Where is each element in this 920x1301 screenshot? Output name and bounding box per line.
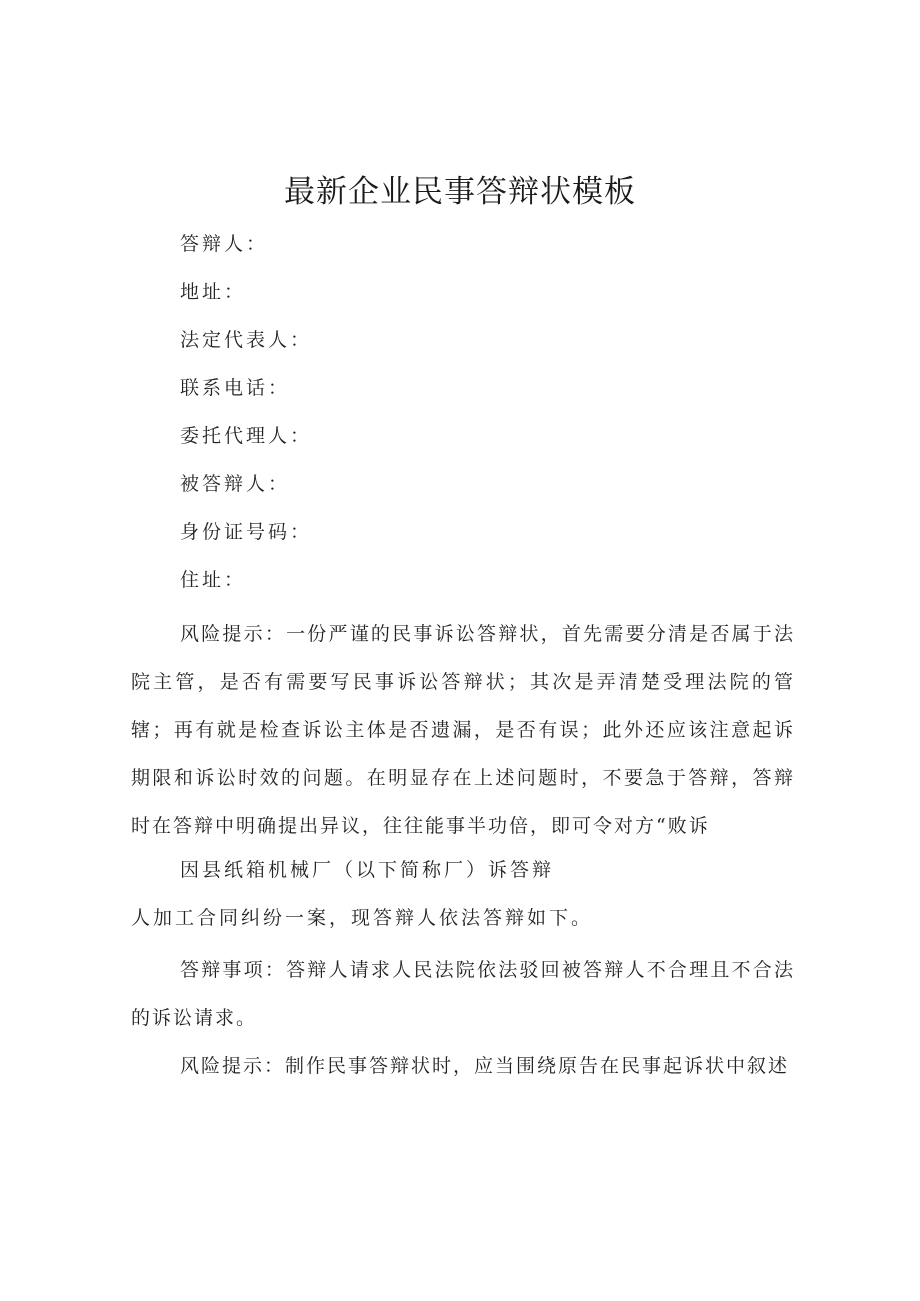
field-legal-representative: 法定代表人：	[180, 329, 313, 351]
field-agent: 委托代理人：	[180, 425, 313, 447]
field-plaintiff: 被答辩人：	[180, 473, 291, 495]
risk-note-paragraph: 风险提示：一份严谨的民事诉讼答辩状，首先需要分清是否属于法院主管，是否有需要写民事诉讼答辩状；其次是弄清楚受理法院的管辖；再有就是检查诉讼主体是否遗漏，是否有误；此外还应该注意起诉期限和诉讼时效的问题。在明显存在上述问题时，不要急于答辩，答辩时在答辩中明确提出异议，往往能事半功倍，即可令对方“败诉	[131, 623, 795, 837]
case-line-2: 人加工合同纠纷一案，现答辩人依法答辩如下。	[131, 907, 594, 929]
case-line-1: 因县纸箱机械厂（以下简称厂）诉答辩	[180, 859, 555, 881]
field-id-number: 身份证号码：	[180, 521, 313, 543]
field-contact-phone: 联系电话：	[180, 377, 291, 399]
field-address: 地址：	[180, 281, 247, 303]
field-respondent: 答辩人：	[180, 233, 269, 255]
answer-items-paragraph: 答辩事项：答辩人请求人民法院依法驳回被答辩人不合理且不合法的诉讼请求。	[131, 959, 795, 1029]
document-title: 最新企业民事答辩状模板	[284, 174, 636, 210]
risk-note-2-paragraph: 风险提示：制作民事答辩状时，应当围绕原告在民事起诉状中叙述	[180, 1055, 790, 1077]
field-residence: 住址：	[180, 569, 247, 591]
